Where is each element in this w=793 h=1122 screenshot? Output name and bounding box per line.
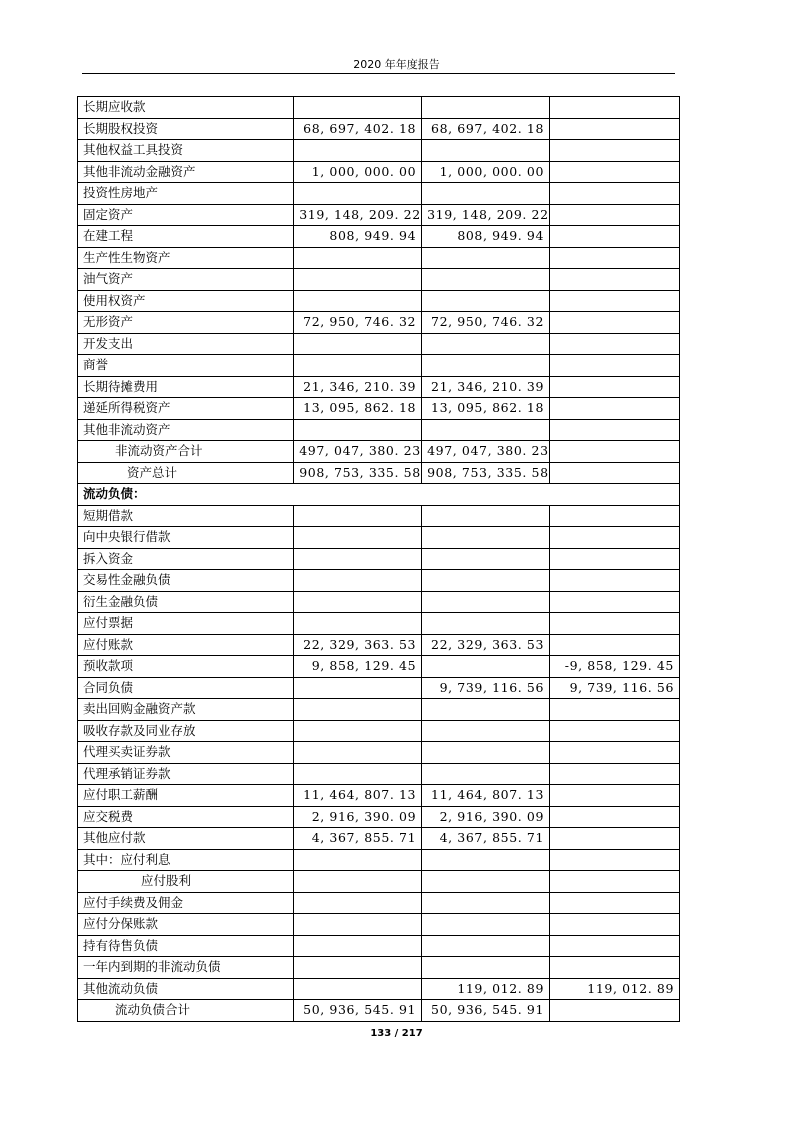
balance-sheet-table (77, 96, 680, 1022)
row-label: 应交税费 (78, 806, 294, 828)
value-cell-col3 (550, 333, 680, 355)
value-cell-col2 (422, 591, 550, 613)
table-row (78, 591, 680, 613)
table-row (78, 677, 680, 699)
value-cell-col1 (294, 763, 422, 785)
table-row (78, 226, 680, 248)
row-label: 持有待售负债 (78, 935, 294, 957)
value-cell-col2: 908, 753, 335. 58 (422, 462, 550, 484)
table-row (78, 892, 680, 914)
value-cell-col3 (550, 742, 680, 764)
value-cell-col2: 497, 047, 380. 23 (422, 441, 550, 463)
row-label: 使用权资产 (78, 290, 294, 312)
value-cell-col1 (294, 742, 422, 764)
row-label: 其他流动负债 (78, 978, 294, 1000)
value-cell-col3 (550, 1000, 680, 1022)
value-cell-col3 (550, 398, 680, 420)
value-cell-col2: 13, 095, 862. 18 (422, 398, 550, 420)
value-cell-col3 (550, 441, 680, 463)
value-cell-col2: 68, 697, 402. 18 (422, 118, 550, 140)
value-cell-col1: 68, 697, 402. 18 (294, 118, 422, 140)
value-cell-col3 (550, 892, 680, 914)
value-cell-col2 (422, 957, 550, 979)
value-cell-col1 (294, 914, 422, 936)
value-cell-col3: -9, 858, 129. 45 (550, 656, 680, 678)
table-row (78, 871, 680, 893)
value-cell-col2 (422, 699, 550, 721)
value-cell-col3 (550, 97, 680, 119)
value-cell-col3 (550, 613, 680, 635)
value-cell-col1 (294, 957, 422, 979)
section-title: 流动负债： (78, 484, 680, 506)
value-cell-col1 (294, 677, 422, 699)
value-cell-col2 (422, 849, 550, 871)
row-label: 在建工程 (78, 226, 294, 248)
value-cell-col1 (294, 935, 422, 957)
value-cell-col1 (294, 978, 422, 1000)
row-label: 其他非流动资产 (78, 419, 294, 441)
table-row (78, 398, 680, 420)
row-label: 预收款项 (78, 656, 294, 678)
value-cell-col2 (422, 742, 550, 764)
row-label: 代理买卖证券款 (78, 742, 294, 764)
row-label: 长期股权投资 (78, 118, 294, 140)
value-cell-col3 (550, 634, 680, 656)
table-row (78, 935, 680, 957)
row-label: 交易性金融负债 (78, 570, 294, 592)
row-label: 代理承销证券款 (78, 763, 294, 785)
report-header-title: 2020 年年度报告 (353, 58, 440, 71)
value-cell-col3 (550, 269, 680, 291)
table-row (78, 419, 680, 441)
table-row (78, 634, 680, 656)
value-cell-col2 (422, 871, 550, 893)
value-cell-col3 (550, 527, 680, 549)
row-label: 应付分保账款 (78, 914, 294, 936)
value-cell-col3 (550, 505, 680, 527)
row-label: 长期应收款 (78, 97, 294, 119)
table-row (78, 914, 680, 936)
value-cell-col2 (422, 656, 550, 678)
value-cell-col2 (422, 269, 550, 291)
value-cell-col1: 22, 329, 363. 53 (294, 634, 422, 656)
value-cell-col1 (294, 591, 422, 613)
value-cell-col3 (550, 161, 680, 183)
value-cell-col1 (294, 849, 422, 871)
value-cell-col3 (550, 548, 680, 570)
value-cell-col2 (422, 914, 550, 936)
row-label: 商誉 (78, 355, 294, 377)
table-row (78, 355, 680, 377)
row-label: 应付票据 (78, 613, 294, 635)
row-label: 油气资产 (78, 269, 294, 291)
row-label: 固定资产 (78, 204, 294, 226)
value-cell-col3 (550, 140, 680, 162)
value-cell-col1 (294, 247, 422, 269)
table-row (78, 140, 680, 162)
table-row (78, 742, 680, 764)
value-cell-col1 (294, 290, 422, 312)
value-cell-col3 (550, 247, 680, 269)
table-row (78, 613, 680, 635)
value-cell-col1 (294, 269, 422, 291)
value-cell-col3 (550, 785, 680, 807)
row-label: 衍生金融负债 (78, 591, 294, 613)
table-row (78, 441, 680, 463)
value-cell-col2 (422, 892, 550, 914)
value-cell-col1 (294, 699, 422, 721)
table-row (78, 978, 680, 1000)
value-cell-col1: 497, 047, 380. 23 (294, 441, 422, 463)
table-row (78, 849, 680, 871)
row-label: 合同负债 (78, 677, 294, 699)
value-cell-col2: 319, 148, 209. 22 (422, 204, 550, 226)
value-cell-col3 (550, 720, 680, 742)
value-cell-col3 (550, 462, 680, 484)
value-cell-col1 (294, 183, 422, 205)
value-cell-col1: 9, 858, 129. 45 (294, 656, 422, 678)
value-cell-col2: 9, 739, 116. 56 (422, 677, 550, 699)
value-cell-col2 (422, 505, 550, 527)
table-row (78, 376, 680, 398)
value-cell-col3 (550, 828, 680, 850)
value-cell-col2: 22, 329, 363. 53 (422, 634, 550, 656)
value-cell-col1 (294, 527, 422, 549)
row-label: 生产性生物资产 (78, 247, 294, 269)
value-cell-col3 (550, 355, 680, 377)
table-row (78, 527, 680, 549)
table-row (78, 785, 680, 807)
table-row (78, 312, 680, 334)
table-row (78, 656, 680, 678)
value-cell-col1 (294, 333, 422, 355)
value-cell-col1 (294, 871, 422, 893)
value-cell-col3 (550, 914, 680, 936)
value-cell-col3 (550, 957, 680, 979)
value-cell-col1 (294, 892, 422, 914)
table-row (78, 183, 680, 205)
table-row (78, 462, 680, 484)
value-cell-col2 (422, 419, 550, 441)
row-label: 应付手续费及佣金 (78, 892, 294, 914)
value-cell-col3 (550, 849, 680, 871)
value-cell-col2: 4, 367, 855. 71 (422, 828, 550, 850)
row-label: 应付职工薪酬 (78, 785, 294, 807)
balance-sheet-body (78, 97, 680, 1022)
value-cell-col2 (422, 355, 550, 377)
value-cell-col3 (550, 290, 680, 312)
row-label: 长期待摊费用 (78, 376, 294, 398)
row-label: 拆入资金 (78, 548, 294, 570)
value-cell-col3 (550, 183, 680, 205)
value-cell-col1 (294, 140, 422, 162)
value-cell-col3: 9, 739, 116. 56 (550, 677, 680, 699)
row-label: 短期借款 (78, 505, 294, 527)
value-cell-col2 (422, 183, 550, 205)
value-cell-col1 (294, 419, 422, 441)
table-row (78, 763, 680, 785)
table-row (78, 333, 680, 355)
value-cell-col2 (422, 247, 550, 269)
value-cell-col1: 4, 367, 855. 71 (294, 828, 422, 850)
value-cell-col1: 2, 916, 390. 09 (294, 806, 422, 828)
row-label: 其他非流动金融资产 (78, 161, 294, 183)
table-row (78, 957, 680, 979)
value-cell-col1: 1, 000, 000. 00 (294, 161, 422, 183)
row-label: 开发支出 (78, 333, 294, 355)
row-label: 一年内到期的非流动负债 (78, 957, 294, 979)
value-cell-col1 (294, 720, 422, 742)
value-cell-col3 (550, 591, 680, 613)
value-cell-col2: 11, 464, 807. 13 (422, 785, 550, 807)
table-row (78, 699, 680, 721)
table-row (78, 161, 680, 183)
table-row (78, 204, 680, 226)
table-row (78, 570, 680, 592)
value-cell-col1: 72, 950, 746. 32 (294, 312, 422, 334)
table-row (78, 290, 680, 312)
row-label: 向中央银行借款 (78, 527, 294, 549)
value-cell-col3 (550, 226, 680, 248)
value-cell-col1 (294, 613, 422, 635)
table-row (78, 720, 680, 742)
value-cell-col1 (294, 548, 422, 570)
value-cell-col3 (550, 376, 680, 398)
row-label: 无形资产 (78, 312, 294, 334)
value-cell-col1 (294, 570, 422, 592)
value-cell-col3 (550, 570, 680, 592)
value-cell-col2 (422, 97, 550, 119)
row-label: 卖出回购金融资产款 (78, 699, 294, 721)
row-label: 资产总计 (78, 462, 294, 484)
row-label: 投资性房地产 (78, 183, 294, 205)
row-label: 应付股利 (78, 871, 294, 893)
value-cell-col1: 13, 095, 862. 18 (294, 398, 422, 420)
value-cell-col1 (294, 97, 422, 119)
value-cell-col3 (550, 871, 680, 893)
value-cell-col2 (422, 527, 550, 549)
value-cell-col2: 119, 012. 89 (422, 978, 550, 1000)
row-label: 其他应付款 (78, 828, 294, 850)
table-row (78, 806, 680, 828)
table-row (78, 247, 680, 269)
value-cell-col3 (550, 763, 680, 785)
value-cell-col3 (550, 204, 680, 226)
value-cell-col2 (422, 333, 550, 355)
row-label: 流动负债合计 (78, 1000, 294, 1022)
table-row (78, 548, 680, 570)
value-cell-col3 (550, 935, 680, 957)
value-cell-col2: 2, 916, 390. 09 (422, 806, 550, 828)
value-cell-col3 (550, 806, 680, 828)
row-label: 其中：应付利息 (78, 849, 294, 871)
value-cell-col2 (422, 548, 550, 570)
table-row (78, 1000, 680, 1022)
value-cell-col2 (422, 570, 550, 592)
row-label: 非流动资产合计 (78, 441, 294, 463)
value-cell-col3 (550, 118, 680, 140)
value-cell-col2: 808, 949. 94 (422, 226, 550, 248)
value-cell-col2: 1, 000, 000. 00 (422, 161, 550, 183)
value-cell-col2 (422, 720, 550, 742)
value-cell-col3 (550, 312, 680, 334)
value-cell-col1: 319, 148, 209. 22 (294, 204, 422, 226)
value-cell-col1 (294, 355, 422, 377)
value-cell-col2: 72, 950, 746. 32 (422, 312, 550, 334)
value-cell-col1: 908, 753, 335. 58 (294, 462, 422, 484)
table-row (78, 505, 680, 527)
value-cell-col3 (550, 699, 680, 721)
value-cell-col1: 50, 936, 545. 91 (294, 1000, 422, 1022)
row-label: 递延所得税资产 (78, 398, 294, 420)
table-row (78, 97, 680, 119)
value-cell-col2 (422, 613, 550, 635)
value-cell-col1 (294, 505, 422, 527)
page-number: 133 / 217 (370, 1028, 423, 1039)
table-row (78, 269, 680, 291)
header-divider (82, 73, 675, 74)
row-label: 其他权益工具投资 (78, 140, 294, 162)
table-row (78, 828, 680, 850)
value-cell-col2 (422, 935, 550, 957)
value-cell-col2 (422, 140, 550, 162)
value-cell-col2 (422, 290, 550, 312)
value-cell-col1: 21, 346, 210. 39 (294, 376, 422, 398)
value-cell-col3: 119, 012. 89 (550, 978, 680, 1000)
value-cell-col2: 21, 346, 210. 39 (422, 376, 550, 398)
row-label: 吸收存款及同业存放 (78, 720, 294, 742)
value-cell-col1: 808, 949. 94 (294, 226, 422, 248)
value-cell-col2 (422, 763, 550, 785)
section-header-row (78, 484, 680, 506)
value-cell-col1: 11, 464, 807. 13 (294, 785, 422, 807)
row-label: 应付账款 (78, 634, 294, 656)
value-cell-col2: 50, 936, 545. 91 (422, 1000, 550, 1022)
value-cell-col3 (550, 419, 680, 441)
table-row (78, 118, 680, 140)
